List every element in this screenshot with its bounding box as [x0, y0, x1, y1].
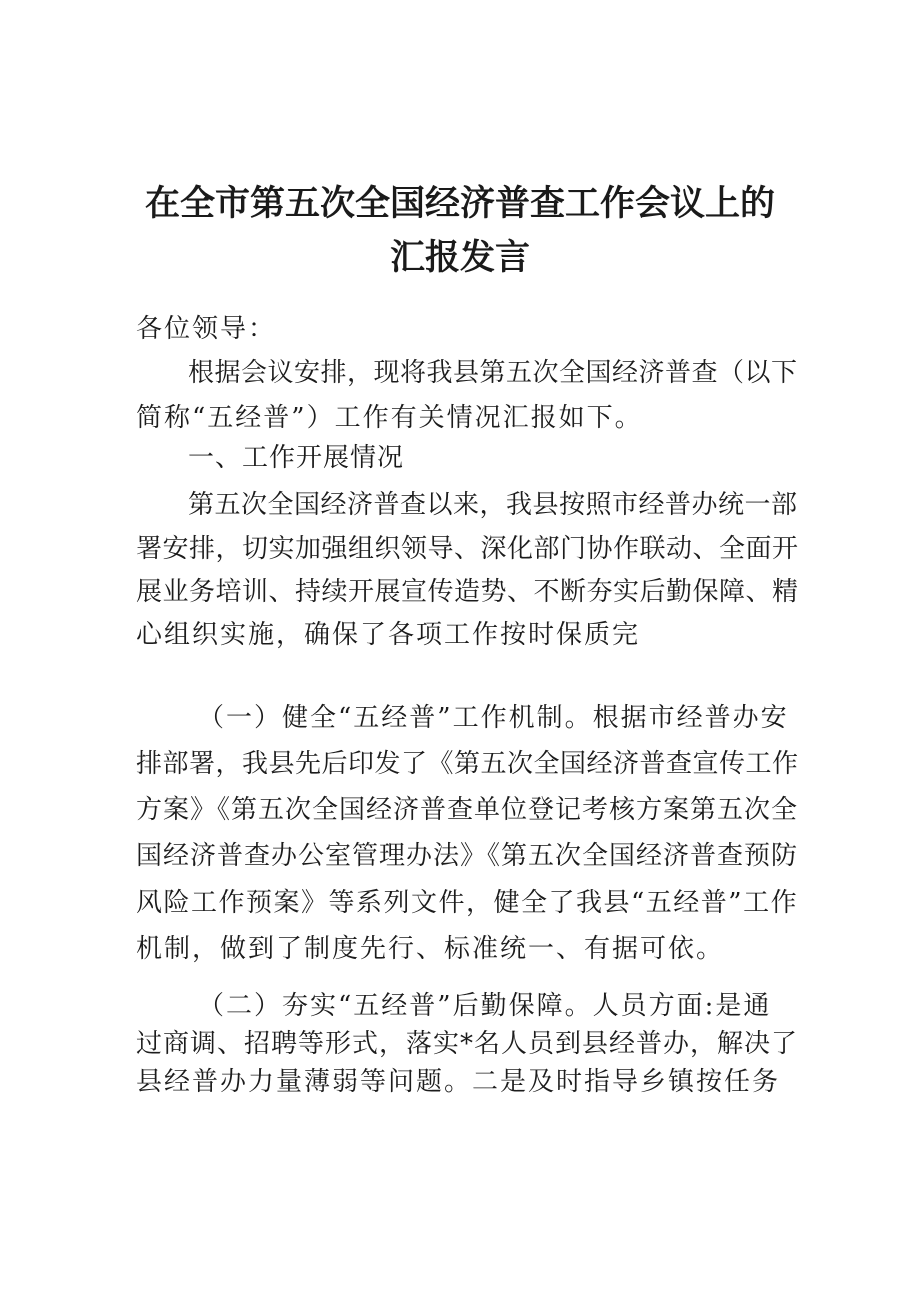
item-1-line-1: （一）健全“五经普”工作机制。根据市经普办安	[198, 703, 789, 733]
section-1-line-4: 心组织实施，确保了各项工作按时保质完	[136, 620, 641, 650]
salutation: 各位领导：	[136, 314, 277, 344]
intro-line-2: 简称“五经普”）工作有关情况汇报如下。	[136, 403, 643, 433]
document-title-line-2: 汇报发言	[389, 238, 530, 278]
item-2-line-3: 县经普办力量薄弱等问题。二是及时指导乡镇按任务	[136, 1067, 781, 1097]
section-1-heading: 一、工作开展情况	[188, 443, 405, 473]
item-1-line-6: 机制，做到了制度先行、标准统一、有据可依。	[136, 934, 725, 964]
document-title-line-1: 在全市第五次全国经济普查工作会议上的	[144, 184, 775, 224]
section-1-line-2: 署安排，切实加强组织领导、深化部门协作联动、全面开	[136, 534, 799, 564]
section-1-line-1: 第五次全国经济普查以来，我县按照市经普办统一部	[188, 490, 798, 520]
item-1-line-5: 风险工作预案》等系列文件，健全了我县“五经普”工作	[136, 888, 799, 918]
item-2-line-2: 过商调、招聘等形式，落实*名人员到县经普办，解决了	[136, 1029, 799, 1059]
section-1-line-3: 展业务培训、持续开展宣传造势、不断夯实后勤保障、精	[136, 577, 799, 607]
item-2-line-1: （二）夯实“五经普”后勤保障。人员方面:是通	[198, 991, 772, 1021]
intro-line-1: 根据会议安排，现将我县第五次全国经济普查（以下	[188, 358, 798, 388]
item-1-line-2: 排部署，我县先后印发了《第五次全国经济普查宣传工作	[136, 749, 799, 779]
item-1-line-4: 国经济普查办公室管理办法》《第五次全国经济普查预防	[136, 841, 799, 871]
item-1-line-3: 方案》《第五次全国经济普查单位登记考核方案第五次全	[136, 795, 799, 825]
